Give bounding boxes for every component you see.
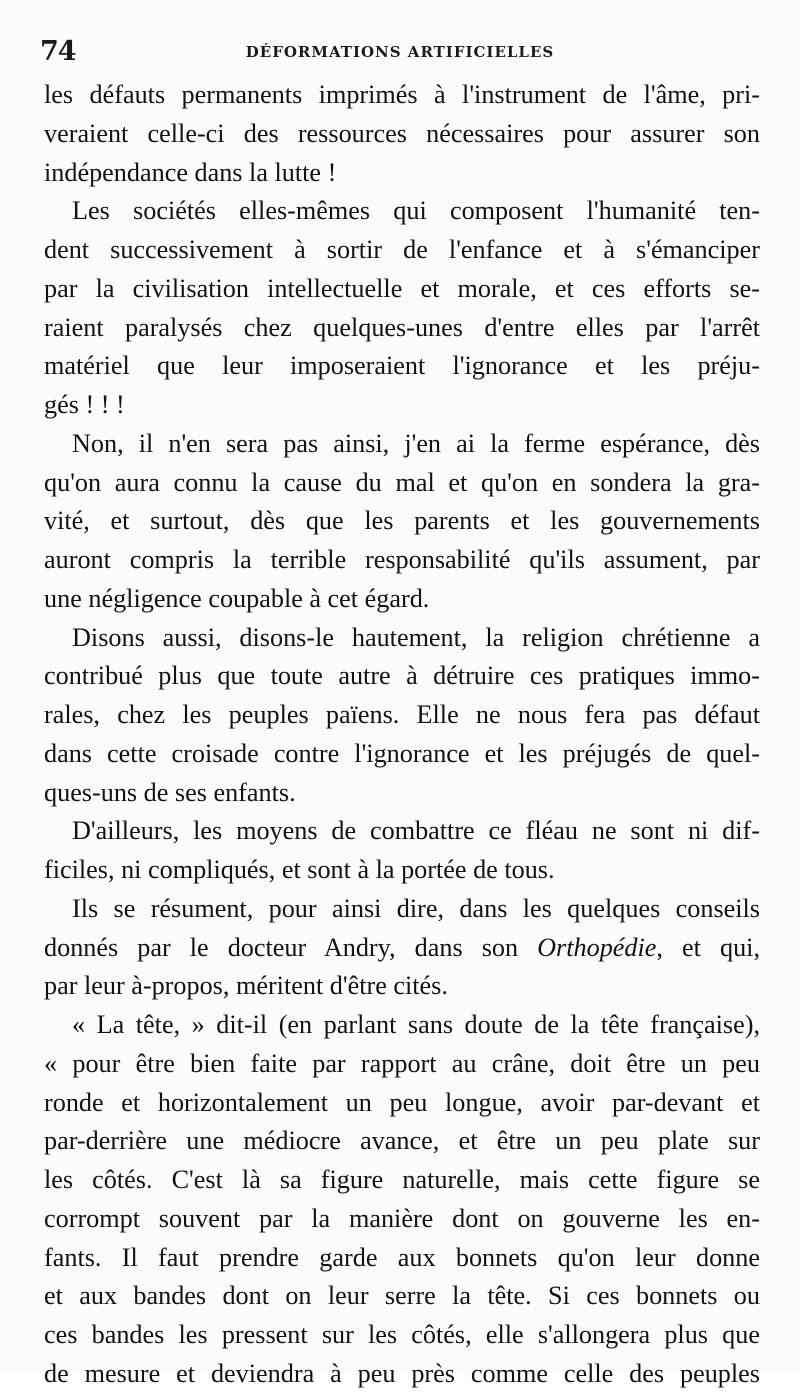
- running-title: DÉFORMATIONS ARTIFICIELLES: [245, 43, 555, 61]
- text-line: les défauts permanents imprimés à l'instrument de l'âme, pri-: [44, 80, 760, 109]
- text-line: qu'on aura connu la cause du mal et qu'on en sondera la gra-: [44, 467, 760, 497]
- page-number: 74: [40, 36, 76, 67]
- text-line: vité, et surtout, dès que les parents et les gouvernements: [44, 506, 760, 536]
- text-line: dans cette croisade contre l'ignorance et les préjugés de quel-: [44, 738, 760, 768]
- paragraph-start-line: « La tête, » dit-il (en parlant sans doute de la tête française),: [72, 1010, 760, 1039]
- text-line: corrompt souvent par la manière dont on gouverne les en-: [44, 1203, 760, 1233]
- text-line-start: donnés par le docteur Andry, dans son: [44, 932, 538, 962]
- text-line: par-derrière une médiocre avance, et être un peu plate sur: [44, 1126, 760, 1156]
- book-title: Orthopédie: [537, 932, 657, 962]
- paragraph-start-line: Non, il n'en sera pas ainsi, j'en ai la ferme espérance, dès: [72, 428, 760, 458]
- text-line-with-title: [44, 929, 760, 968]
- text-line: ces bandes les pressent sur les côtés, elle s'allongera plus que: [44, 1320, 760, 1349]
- paragraph-start-line: Les sociétés elles-mêmes qui composent l'humanité ten-: [72, 196, 760, 226]
- text-line: raient paralysés chez quelques-unes d'entre elles par l'arrêt: [44, 312, 760, 342]
- text-line: gés ! ! !: [44, 390, 125, 419]
- paragraph-start-line: Ils se résument, pour ainsi dire, dans les quelques conseils: [72, 893, 760, 923]
- paragraph-start-line: D'ailleurs, les moyens de combattre ce fléau ne sont ni dif-: [72, 816, 760, 846]
- text-line: de mesure et deviendra à peu près comme celle des peuples: [44, 1358, 760, 1388]
- text-line: fants. Il faut prendre garde aux bonnets qu'on leur donne: [44, 1242, 760, 1272]
- text-line-end: , et qui,: [656, 932, 760, 962]
- text-line: ronde et horizontalement un peu longue, avoir par-devant et: [44, 1087, 760, 1117]
- text-line: une négligence coupable à cet égard.: [44, 583, 430, 613]
- text-line: veraient celle-ci des ressources nécessaires pour assurer son: [44, 118, 760, 148]
- body-text: [44, 76, 760, 1394]
- text-line: par la civilisation intellectuelle et morale, et ces efforts se-: [44, 273, 760, 303]
- text-line: les côtés. C'est là sa figure naturelle, mais cette figure se: [44, 1165, 760, 1194]
- text-line: rales, chez les peuples païens. Elle ne nous fera pas défaut: [44, 700, 760, 729]
- text-line: ficiles, ni compliqués, et sont à la portée de tous.: [44, 855, 555, 884]
- running-head: [40, 36, 760, 70]
- text-line: et aux bandes dont on leur serre la tête. Si ces bonnets ou: [44, 1281, 760, 1311]
- text-line: ques-uns de ses enfants.: [44, 777, 296, 807]
- text-line: matériel que leur imposeraient l'ignorance et les préju-: [44, 351, 760, 381]
- text-line: « pour être bien faite par rapport au crâne, doit être un peu: [44, 1048, 760, 1078]
- text-line: dent successivement à sortir de l'enfance et à s'émanciper: [44, 235, 760, 264]
- text-line: indépendance dans la lutte !: [44, 157, 337, 187]
- text-line: par leur à-propos, méritent d'être cités.: [44, 971, 448, 1001]
- paragraph-start-line: Disons aussi, disons-le hautement, la religion chrétienne a: [72, 622, 760, 652]
- text-line: contribué plus que toute autre à détruire ces pratiques immo-: [44, 661, 760, 691]
- text-line: auront compris la terrible responsabilité qu'ils assument, par: [44, 545, 760, 574]
